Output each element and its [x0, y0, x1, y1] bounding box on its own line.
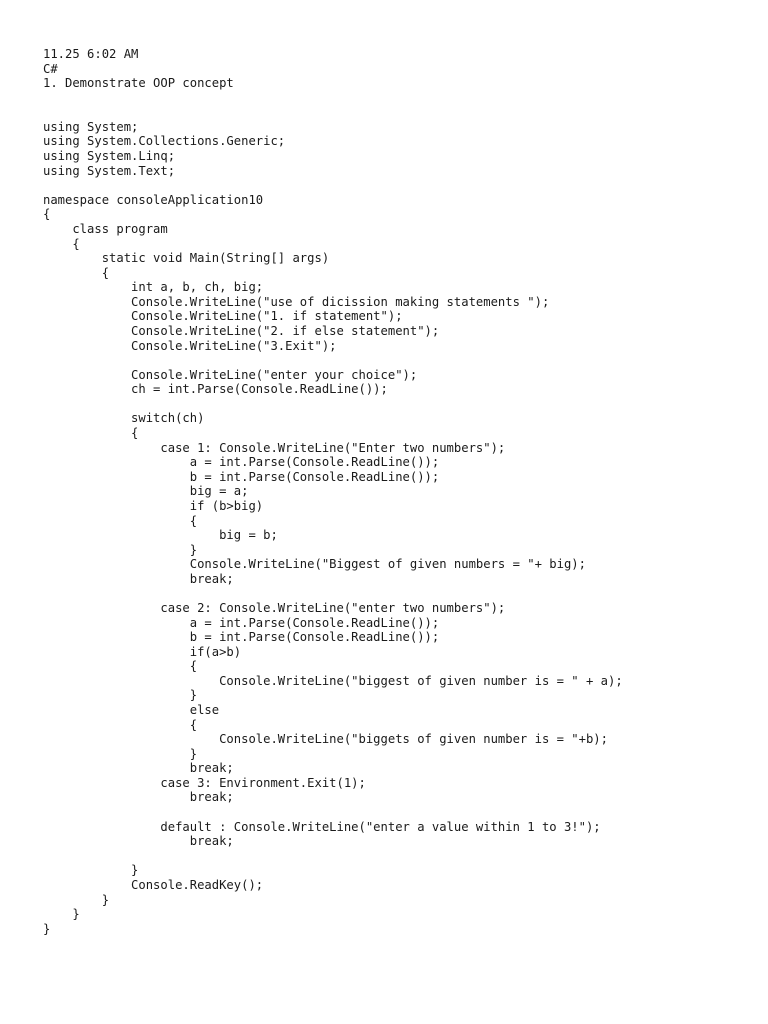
code-line: } [43, 863, 139, 878]
code-line: Console.ReadKey(); [43, 877, 264, 892]
code-line: else [43, 703, 220, 718]
code-line [43, 178, 743, 193]
code-line: Console.WriteLine("use of dicission making statements "); [43, 294, 550, 309]
code-line: } [43, 688, 198, 703]
code-line: if(a>b) [43, 644, 242, 659]
code-line: { [43, 236, 80, 251]
document-page [43, 47, 743, 936]
code-line: } [43, 542, 198, 557]
code-line: a = int.Parse(Console.ReadLine()); [43, 615, 440, 630]
code-line: } [43, 907, 80, 922]
task-title: 1. Demonstrate OOP concept [43, 76, 234, 91]
code-line: } [43, 921, 51, 936]
code-line: int a, b, ch, big; [43, 280, 264, 295]
code-line [43, 105, 743, 120]
code-line: case 1: Console.WriteLine("Enter two numbers"); [43, 440, 506, 455]
code-line: { [43, 659, 198, 674]
code-line: ch = int.Parse(Console.ReadLine()); [43, 382, 388, 397]
code-line: case 2: Console.WriteLine("enter two numbers"); [43, 600, 506, 615]
code-line: Console.WriteLine("biggets of given number is = "+b); [43, 732, 608, 747]
code-line: } [43, 746, 198, 761]
code-line: { [43, 426, 139, 441]
language-label: C# [43, 61, 58, 76]
code-line: b = int.Parse(Console.ReadLine()); [43, 469, 440, 484]
code-line: Console.WriteLine("biggest of given number is = " + a); [43, 673, 623, 688]
code-line [43, 849, 743, 864]
code-line [43, 586, 743, 601]
code-line: using System; [43, 119, 139, 134]
code-line: using System.Collections.Generic; [43, 134, 286, 149]
code-line: class program [43, 221, 168, 236]
code-line: using System.Text; [43, 163, 176, 178]
code-line: { [43, 513, 198, 528]
timestamp: 11.25 6:02 AM [43, 47, 139, 61]
code-line: b = int.Parse(Console.ReadLine()); [43, 630, 440, 645]
code-line: { [43, 265, 110, 280]
code-line: break; [43, 790, 234, 805]
code-line: break; [43, 571, 234, 586]
code-line: break; [43, 834, 234, 849]
code-line: switch(ch) [43, 411, 205, 426]
code-line [43, 353, 743, 368]
code-line: using System.Linq; [43, 149, 176, 164]
code-line: big = a; [43, 484, 249, 499]
code-block [43, 91, 743, 937]
code-line: if (b>big) [43, 498, 264, 513]
code-line: a = int.Parse(Console.ReadLine()); [43, 455, 440, 470]
code-line: Console.WriteLine("Biggest of given numbers = "+ big); [43, 557, 586, 572]
code-line: big = b; [43, 528, 278, 543]
code-line: } [43, 892, 110, 907]
code-line [43, 397, 743, 412]
code-line: namespace consoleApplication10 [43, 192, 264, 207]
code-line: { [43, 717, 198, 732]
code-line: Console.WriteLine("3.Exit"); [43, 338, 337, 353]
code-line: default : Console.WriteLine("enter a value within 1 to 3!"); [43, 819, 601, 834]
code-line [43, 91, 743, 106]
code-line: Console.WriteLine("enter your choice"); [43, 367, 418, 382]
code-line: Console.WriteLine("1. if statement"); [43, 309, 403, 324]
code-line: break; [43, 761, 234, 776]
code-line [43, 805, 743, 820]
code-line: { [43, 207, 51, 222]
code-line: static void Main(String[] args) [43, 251, 330, 266]
code-line: case 3: Environment.Exit(1); [43, 775, 366, 790]
code-line: Console.WriteLine("2. if else statement"); [43, 323, 440, 338]
